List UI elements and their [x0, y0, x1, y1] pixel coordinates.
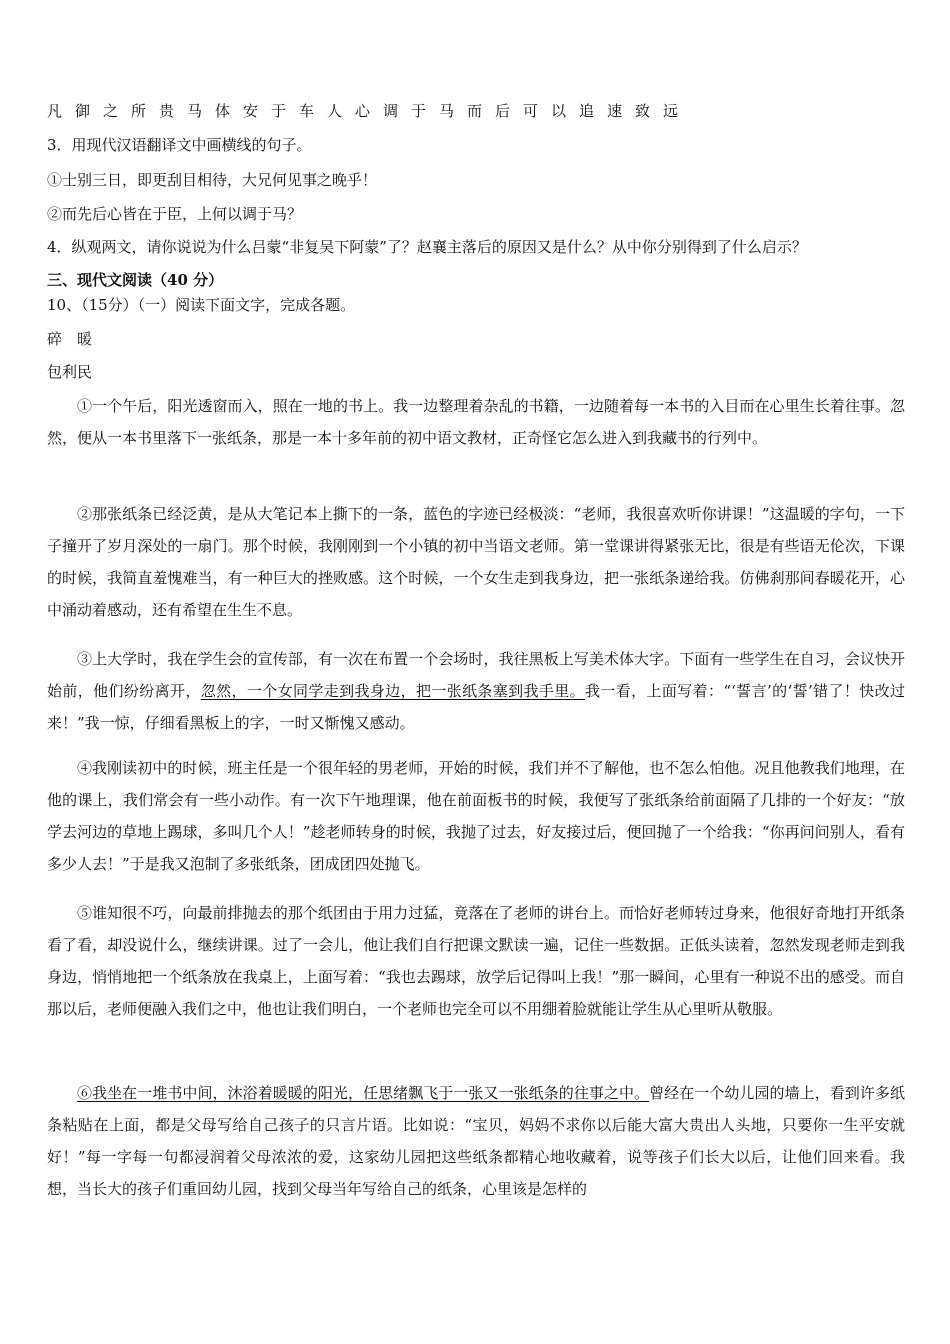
paragraph-1: ①一个午后，阳光透窗而入，照在一地的书上。我一边整理着杂乱的书籍，一边随着每一本书的入目而在心里生长着往事。忽然，便从一本书里落下一张纸条，那是一本十多年前的初中语文教材，正奇怪它怎么进入到我藏书的行列中。 — [47, 397, 905, 447]
paragraph-6-text: 曾经在一个幼儿园的墙上，看到许多纸条粘贴在上面，都是父母写给自己孩子的只言片语。比如说：“宝贝，妈妈不求你以后能大富大贵出人头地，只要你一生平安就好！”每一字每一句都浸润着父母浓浓的爱，这家幼儿园把这些纸条都精心地收藏着，说等孩子们长大以后，让他们回来看。我想，当长大的孩子们重回幼儿园，找到父母当年写给自己的纸条，心里该是怎样的 — [47, 1084, 905, 1198]
essay-author: 包利民 — [47, 363, 93, 381]
paragraph-3-text-a: ③上大学时，我在学生会的宣传部，有一次在布置一个会场时，我往黑板上写美术体大字。下面有一些学生在自习，会议快开始前，他们纷纷离开， — [47, 650, 905, 700]
paragraph-3-underlined: 忽然，一个女同学走到我身边，把一张纸条塞到我手里。 — [200, 682, 586, 700]
question-3: 3．用现代汉语翻译文中画横线的句子。 — [47, 136, 312, 154]
question-3-item-2: ②而先后心皆在于臣，上何以调于马？ — [47, 205, 303, 223]
essay-title: 碎 暖 — [47, 330, 93, 348]
paragraph-6-underlined: ⑥我坐在一堆书中间，沐浴着暖暖的阳光，任思绪飘飞于一张又一张纸条的往事之中。 — [77, 1084, 650, 1102]
question-4: 4．纵观两文，请你说说为什么吕蒙“非复吴下阿蒙”了？赵襄主落后的原因又是什么？从中你分别得到了什么启示？ — [47, 238, 807, 256]
paragraph-4: ④我刚读初中的时候，班主任是一个很年轻的男老师，开始的时候，我们并不了解他，也不怎么怕他。况且他教我们地理，在他的课上，我们常会有一些小动作。有一次下午地理课，他在前面板书的时候，我便写了张纸条给前面隔了几排的一个好友：“放学去河边的草地上踢球，多叫几个人！”趁老师转身的时候，我抛了过去，好友接过后，便回抛了一个给我：“你再问问别人，看有多少人去！”于是我又泡制了多张纸条，团成团四处抛飞。 — [47, 759, 905, 873]
section-title: 三、现代文阅读（40 分） — [47, 271, 224, 289]
paragraph-2: ②那张纸条已经泛黄，是从大笔记本上撕下的一条，蓝色的字迹已经极淡：“老师，我很喜欢听你讲课！”这温暖的字句，一下子撞开了岁月深处的一扇门。那个时候，我刚刚到一个小镇的初中当语文老师。第一堂课讲得紧张无比，很是有些语无伦次，下课的时候，我简直羞愧难当，有一种巨大的挫败感。这个时候，一个女生走到我身边，把一张纸条递给我。仿佛刹那间春暖花开，心中涌动着感动，还有希望在生生不息。 — [47, 505, 905, 619]
paragraph-6 — [47, 1077, 905, 1205]
paragraph-5: ⑤谁知很不巧，向最前排抛去的那个纸团由于用力过猛，竟落在了老师的讲台上。而恰好老师转过身来，他很好奇地打开纸条看了看，却没说什么，继续讲课。过了一会儿，他让我们自行把课文默读一遍，记住一些数据。正低头读着，忽然发现老师走到我身边，悄悄地把一个纸条放在我桌上，上面写着：“我也去踢球，放学后记得叫上我！”那一瞬间，心里有一种说不出的感受。而自那以后，老师便融入我们之中，他也让我们明白，一个老师也完全可以不用绷着脸就能让学生从心里听从敬服。 — [47, 904, 905, 1018]
question-3-item-1: ①士别三日，即更刮目相待，大兄何见事之晚乎！ — [47, 171, 378, 189]
paragraph-3 — [47, 643, 905, 739]
question-10: 10、（15分）（一）阅读下面文字，完成各题。 — [47, 296, 356, 314]
classical-sentence: 凡御之所贵马体安于车人心调于马而后可以追速致远 — [47, 102, 692, 120]
paragraph-3-text-b: 我一看，上面写着：“‘誓言’的‘誓’错了！快改过来！”我一惊，仔细看黑板上的字，一时又惭愧又感动。 — [47, 682, 905, 732]
